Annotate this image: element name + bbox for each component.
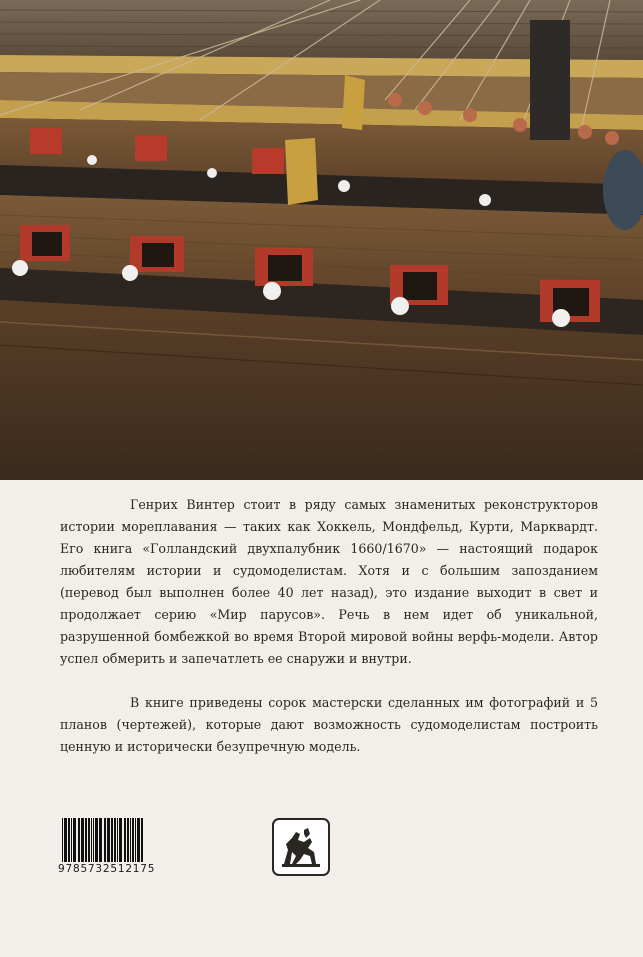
barcode-bar <box>104 818 106 862</box>
barcode-bars <box>60 818 184 862</box>
barcode-bar <box>119 818 122 862</box>
blurb-paragraph-2: В книге приведены сорок мастерски сделанных им фотографий и 5 планов (чертежей), которые дают возможность судомоделистам построить ценную и исторически безупречную модель. <box>60 695 598 754</box>
barcode-digits: 9785732512175 <box>58 863 156 875</box>
barcode-bar <box>91 818 92 862</box>
isbn-barcode <box>60 818 184 875</box>
barcode-bar <box>127 818 129 862</box>
barcode-bar <box>78 818 80 862</box>
barcode-bar <box>71 818 72 862</box>
blurb-paragraph-1: Генрих Винтер стоит в ряду самых знаменитых реконструкторов истории мореплавания — таких как Хоккель, Мондфельд, Курти, Марквардт. Его книга «Голландский двухпалубник 1660/1670» — настоящий подарок любителям истории и судомоделистам. Хотя и с большим запозданием (перевод был выполнен более 40 лет назад), это издание выходит в свет и продолжает серию «Мир парусов». Речь в нем идет об уникальной, разрушенной бомбежкой во время Второй мировой войны верфь-модели. Автор успел обмерить и запечатлеть ее снаружи и внутри. <box>60 497 598 666</box>
barcode-bar <box>73 818 76 862</box>
barcode-bar <box>141 818 143 862</box>
barcode-bar <box>114 818 116 862</box>
barcode-bar <box>111 818 113 862</box>
publisher-logo <box>272 818 330 876</box>
barcode-bar <box>95 818 98 862</box>
barcode-bar <box>117 818 118 862</box>
barcode-bar <box>135 818 136 862</box>
barcode-bar <box>132 818 134 862</box>
barcode-bar <box>64 818 67 862</box>
barcode-bar <box>81 818 84 862</box>
barcode-bar <box>62 818 63 862</box>
barcode-bar <box>99 818 102 862</box>
barcode-bar <box>107 818 110 862</box>
barcode-bar <box>85 818 87 862</box>
barcode-bar <box>88 818 90 862</box>
barcode-bar <box>130 818 131 862</box>
barcode-bar <box>124 818 126 862</box>
horseman-statue-icon <box>274 820 328 874</box>
barcode-bar <box>68 818 70 862</box>
barcode-bar <box>137 818 140 862</box>
barcode-bar <box>93 818 94 862</box>
back-cover-blurb <box>60 494 598 758</box>
